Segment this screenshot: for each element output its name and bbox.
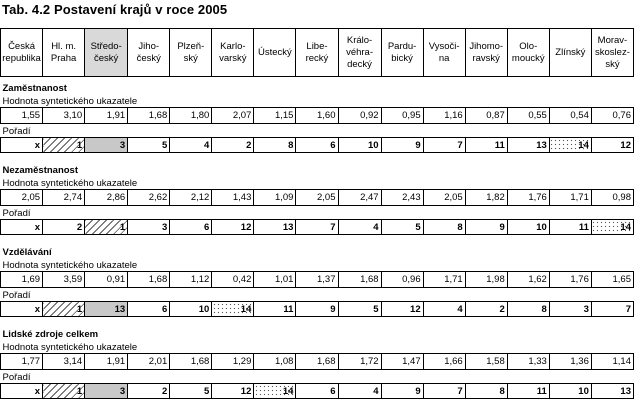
value-cell: 0,87 — [465, 108, 507, 124]
value-cell: 1,68 — [128, 272, 170, 288]
rank-cell: 14 — [549, 138, 591, 153]
column-header: Karlo-varský — [212, 29, 254, 77]
value-cell: 1,14 — [591, 354, 633, 370]
value-cell: 2,74 — [43, 190, 85, 206]
column-header: Hl. m. Praha — [43, 29, 85, 77]
rank-cell: 1 — [43, 138, 85, 153]
rank-cell: 1 — [85, 220, 128, 235]
rank-cell: 5 — [381, 220, 423, 235]
rank-cell: 14 — [254, 384, 296, 399]
value-cell: 1,16 — [423, 108, 465, 124]
value-cell: 1,71 — [423, 272, 465, 288]
rank-cell: 12 — [212, 220, 254, 235]
value-cell: 2,05 — [296, 190, 338, 206]
value-cell: 1,09 — [254, 190, 296, 206]
value-cell: 2,86 — [85, 190, 128, 206]
rank-cell: 8 — [465, 384, 507, 399]
rank-cell: 13 — [254, 220, 296, 235]
rank-cell: 8 — [423, 220, 465, 235]
rank-cell: 7 — [423, 384, 465, 399]
rank-cell: 5 — [128, 138, 170, 153]
rank-cell: 14 — [212, 302, 254, 317]
indicator-label: Hodnota syntetického ukazatele — [2, 260, 138, 271]
rank-cell: 6 — [296, 384, 338, 399]
rank-cell: 13 — [85, 302, 128, 317]
rank-cell: 4 — [338, 220, 381, 235]
section-header-row — [1, 323, 634, 340]
table-title: Tab. 4.2 Postavení krajů v roce 2005 — [2, 2, 228, 17]
column-header: Olo-moucký — [507, 29, 549, 77]
value-cell: 1,36 — [549, 354, 591, 370]
value-cell: 0,42 — [212, 272, 254, 288]
rank-cell: 14 — [591, 220, 633, 235]
column-header: Středo-český — [85, 29, 128, 77]
rank-cell: 9 — [465, 220, 507, 235]
value-cell: 1,55 — [1, 108, 43, 124]
rank-cell: 9 — [381, 138, 423, 153]
value-cell: 2,05 — [1, 190, 43, 206]
rank-cell: 3 — [128, 220, 170, 235]
rank-cell: 10 — [170, 302, 212, 317]
value-cell: 1,98 — [465, 272, 507, 288]
value-cell: 0,54 — [549, 108, 591, 124]
value-cell: 1,12 — [170, 272, 212, 288]
rank-cell: 13 — [507, 138, 549, 153]
value-cell: 1,33 — [507, 354, 549, 370]
rank-cell: 3 — [85, 138, 128, 153]
rank-cell: 9 — [296, 302, 338, 317]
value-cell: 1,72 — [338, 354, 381, 370]
section-title: Lidské zdroje celkem — [2, 329, 99, 340]
sub-label-row — [1, 340, 634, 354]
rank-cell: 9 — [381, 384, 423, 399]
column-header: Libe-recký — [296, 29, 338, 77]
value-row — [1, 108, 634, 124]
rank-row — [1, 302, 634, 317]
column-header: Vysoči-na — [423, 29, 465, 77]
rank-cell: x — [1, 220, 43, 235]
rank-label: Pořadí — [2, 126, 31, 137]
value-cell: 2,12 — [170, 190, 212, 206]
rank-cell: 12 — [381, 302, 423, 317]
rank-cell: 10 — [338, 138, 381, 153]
value-cell: 1,91 — [85, 354, 128, 370]
column-header: Plzeň-ský — [170, 29, 212, 77]
column-header: Pardu-bický — [381, 29, 423, 77]
rank-cell: 11 — [549, 220, 591, 235]
rank-cell: 7 — [296, 220, 338, 235]
rank-label: Pořadí — [2, 290, 31, 301]
rank-cell: 2 — [43, 220, 85, 235]
value-cell: 1,47 — [381, 354, 423, 370]
section-title: Vzdělávání — [2, 247, 52, 258]
rank-cell: 1 — [43, 384, 85, 399]
rank-cell: 11 — [254, 302, 296, 317]
section-header-row — [1, 159, 634, 176]
rank-cell: 5 — [170, 384, 212, 399]
section-title: Zaměstnanost — [2, 83, 67, 94]
value-cell: 2,01 — [128, 354, 170, 370]
value-cell: 1,43 — [212, 190, 254, 206]
section-header-row — [1, 77, 634, 95]
value-cell: 1,68 — [296, 354, 338, 370]
rank-label-row — [1, 206, 634, 220]
indicator-label: Hodnota syntetického ukazatele — [2, 178, 138, 189]
rank-cell: 4 — [338, 384, 381, 399]
rank-cell: 3 — [85, 384, 128, 399]
sub-label-row — [1, 94, 634, 108]
value-cell: 2,62 — [128, 190, 170, 206]
value-cell: 0,76 — [591, 108, 633, 124]
value-cell: 1,82 — [465, 190, 507, 206]
indicator-label: Hodnota syntetického ukazatele — [2, 96, 138, 107]
rank-cell: 10 — [507, 220, 549, 235]
value-cell: 1,60 — [296, 108, 338, 124]
value-cell: 2,07 — [212, 108, 254, 124]
value-cell: 1,37 — [296, 272, 338, 288]
rank-label: Pořadí — [2, 372, 31, 383]
column-header: Ústecký — [254, 29, 296, 77]
rank-cell: 12 — [212, 384, 254, 399]
value-cell: 1,76 — [507, 190, 549, 206]
rank-cell: 6 — [296, 138, 338, 153]
rank-cell: x — [1, 302, 43, 317]
column-header: Jiho-český — [128, 29, 170, 77]
rank-cell: 8 — [507, 302, 549, 317]
rank-label-row — [1, 124, 634, 138]
rank-label-row — [1, 288, 634, 302]
value-cell: 0,92 — [338, 108, 381, 124]
rank-cell: 2 — [212, 138, 254, 153]
value-cell: 2,47 — [338, 190, 381, 206]
rank-cell: 13 — [591, 384, 633, 399]
value-cell: 2,43 — [381, 190, 423, 206]
value-cell: 1,68 — [128, 108, 170, 124]
rank-row — [1, 384, 634, 399]
rank-cell: 4 — [170, 138, 212, 153]
rank-cell: 11 — [507, 384, 549, 399]
section-title: Nezaměstnanost — [2, 165, 78, 176]
indicator-label: Hodnota syntetického ukazatele — [2, 342, 138, 353]
value-cell: 1,77 — [1, 354, 43, 370]
regions-table — [0, 28, 634, 399]
rank-label-row — [1, 370, 634, 384]
value-cell: 1,15 — [254, 108, 296, 124]
sub-label-row — [1, 176, 634, 190]
section-header-row — [1, 241, 634, 258]
value-cell: 1,80 — [170, 108, 212, 124]
value-cell: 0,95 — [381, 108, 423, 124]
rank-cell: 12 — [591, 138, 633, 153]
value-cell: 0,98 — [591, 190, 633, 206]
rank-cell: 5 — [338, 302, 381, 317]
column-header: Morav-skoslez-ský — [591, 29, 633, 77]
value-cell: 0,91 — [85, 272, 128, 288]
column-header: Jihomo-ravský — [465, 29, 507, 77]
column-header: Česká republika — [1, 29, 43, 77]
rank-cell: 8 — [254, 138, 296, 153]
value-cell: 1,69 — [1, 272, 43, 288]
value-cell: 3,10 — [43, 108, 85, 124]
value-cell: 1,62 — [507, 272, 549, 288]
column-header: Králo-véhra-decký — [338, 29, 381, 77]
value-row — [1, 354, 634, 370]
value-cell: 0,55 — [507, 108, 549, 124]
rank-row — [1, 220, 634, 235]
rank-cell: 4 — [423, 302, 465, 317]
value-cell: 3,59 — [43, 272, 85, 288]
value-cell: 0,96 — [381, 272, 423, 288]
rank-cell: 11 — [465, 138, 507, 153]
value-cell: 1,01 — [254, 272, 296, 288]
value-row — [1, 190, 634, 206]
value-cell: 1,68 — [338, 272, 381, 288]
header-row — [1, 29, 634, 77]
value-cell: 1,91 — [85, 108, 128, 124]
value-cell: 1,65 — [591, 272, 633, 288]
column-header: Zlínský — [549, 29, 591, 77]
rank-cell: 1 — [43, 302, 85, 317]
rank-cell: 7 — [591, 302, 633, 317]
value-cell: 1,68 — [170, 354, 212, 370]
value-cell: 1,08 — [254, 354, 296, 370]
value-cell: 1,76 — [549, 272, 591, 288]
rank-cell: 7 — [423, 138, 465, 153]
rank-cell: x — [1, 138, 43, 153]
value-cell: 1,58 — [465, 354, 507, 370]
rank-cell: 6 — [170, 220, 212, 235]
value-cell: 2,05 — [423, 190, 465, 206]
rank-cell: x — [1, 384, 43, 399]
rank-row — [1, 138, 634, 153]
value-row — [1, 272, 634, 288]
rank-cell: 3 — [549, 302, 591, 317]
value-cell: 1,66 — [423, 354, 465, 370]
value-cell: 3,14 — [43, 354, 85, 370]
value-cell: 1,29 — [212, 354, 254, 370]
rank-cell: 2 — [465, 302, 507, 317]
rank-cell: 10 — [549, 384, 591, 399]
rank-cell: 2 — [128, 384, 170, 399]
rank-cell: 6 — [128, 302, 170, 317]
sub-label-row — [1, 258, 634, 272]
rank-label: Pořadí — [2, 208, 31, 219]
value-cell: 1,71 — [549, 190, 591, 206]
